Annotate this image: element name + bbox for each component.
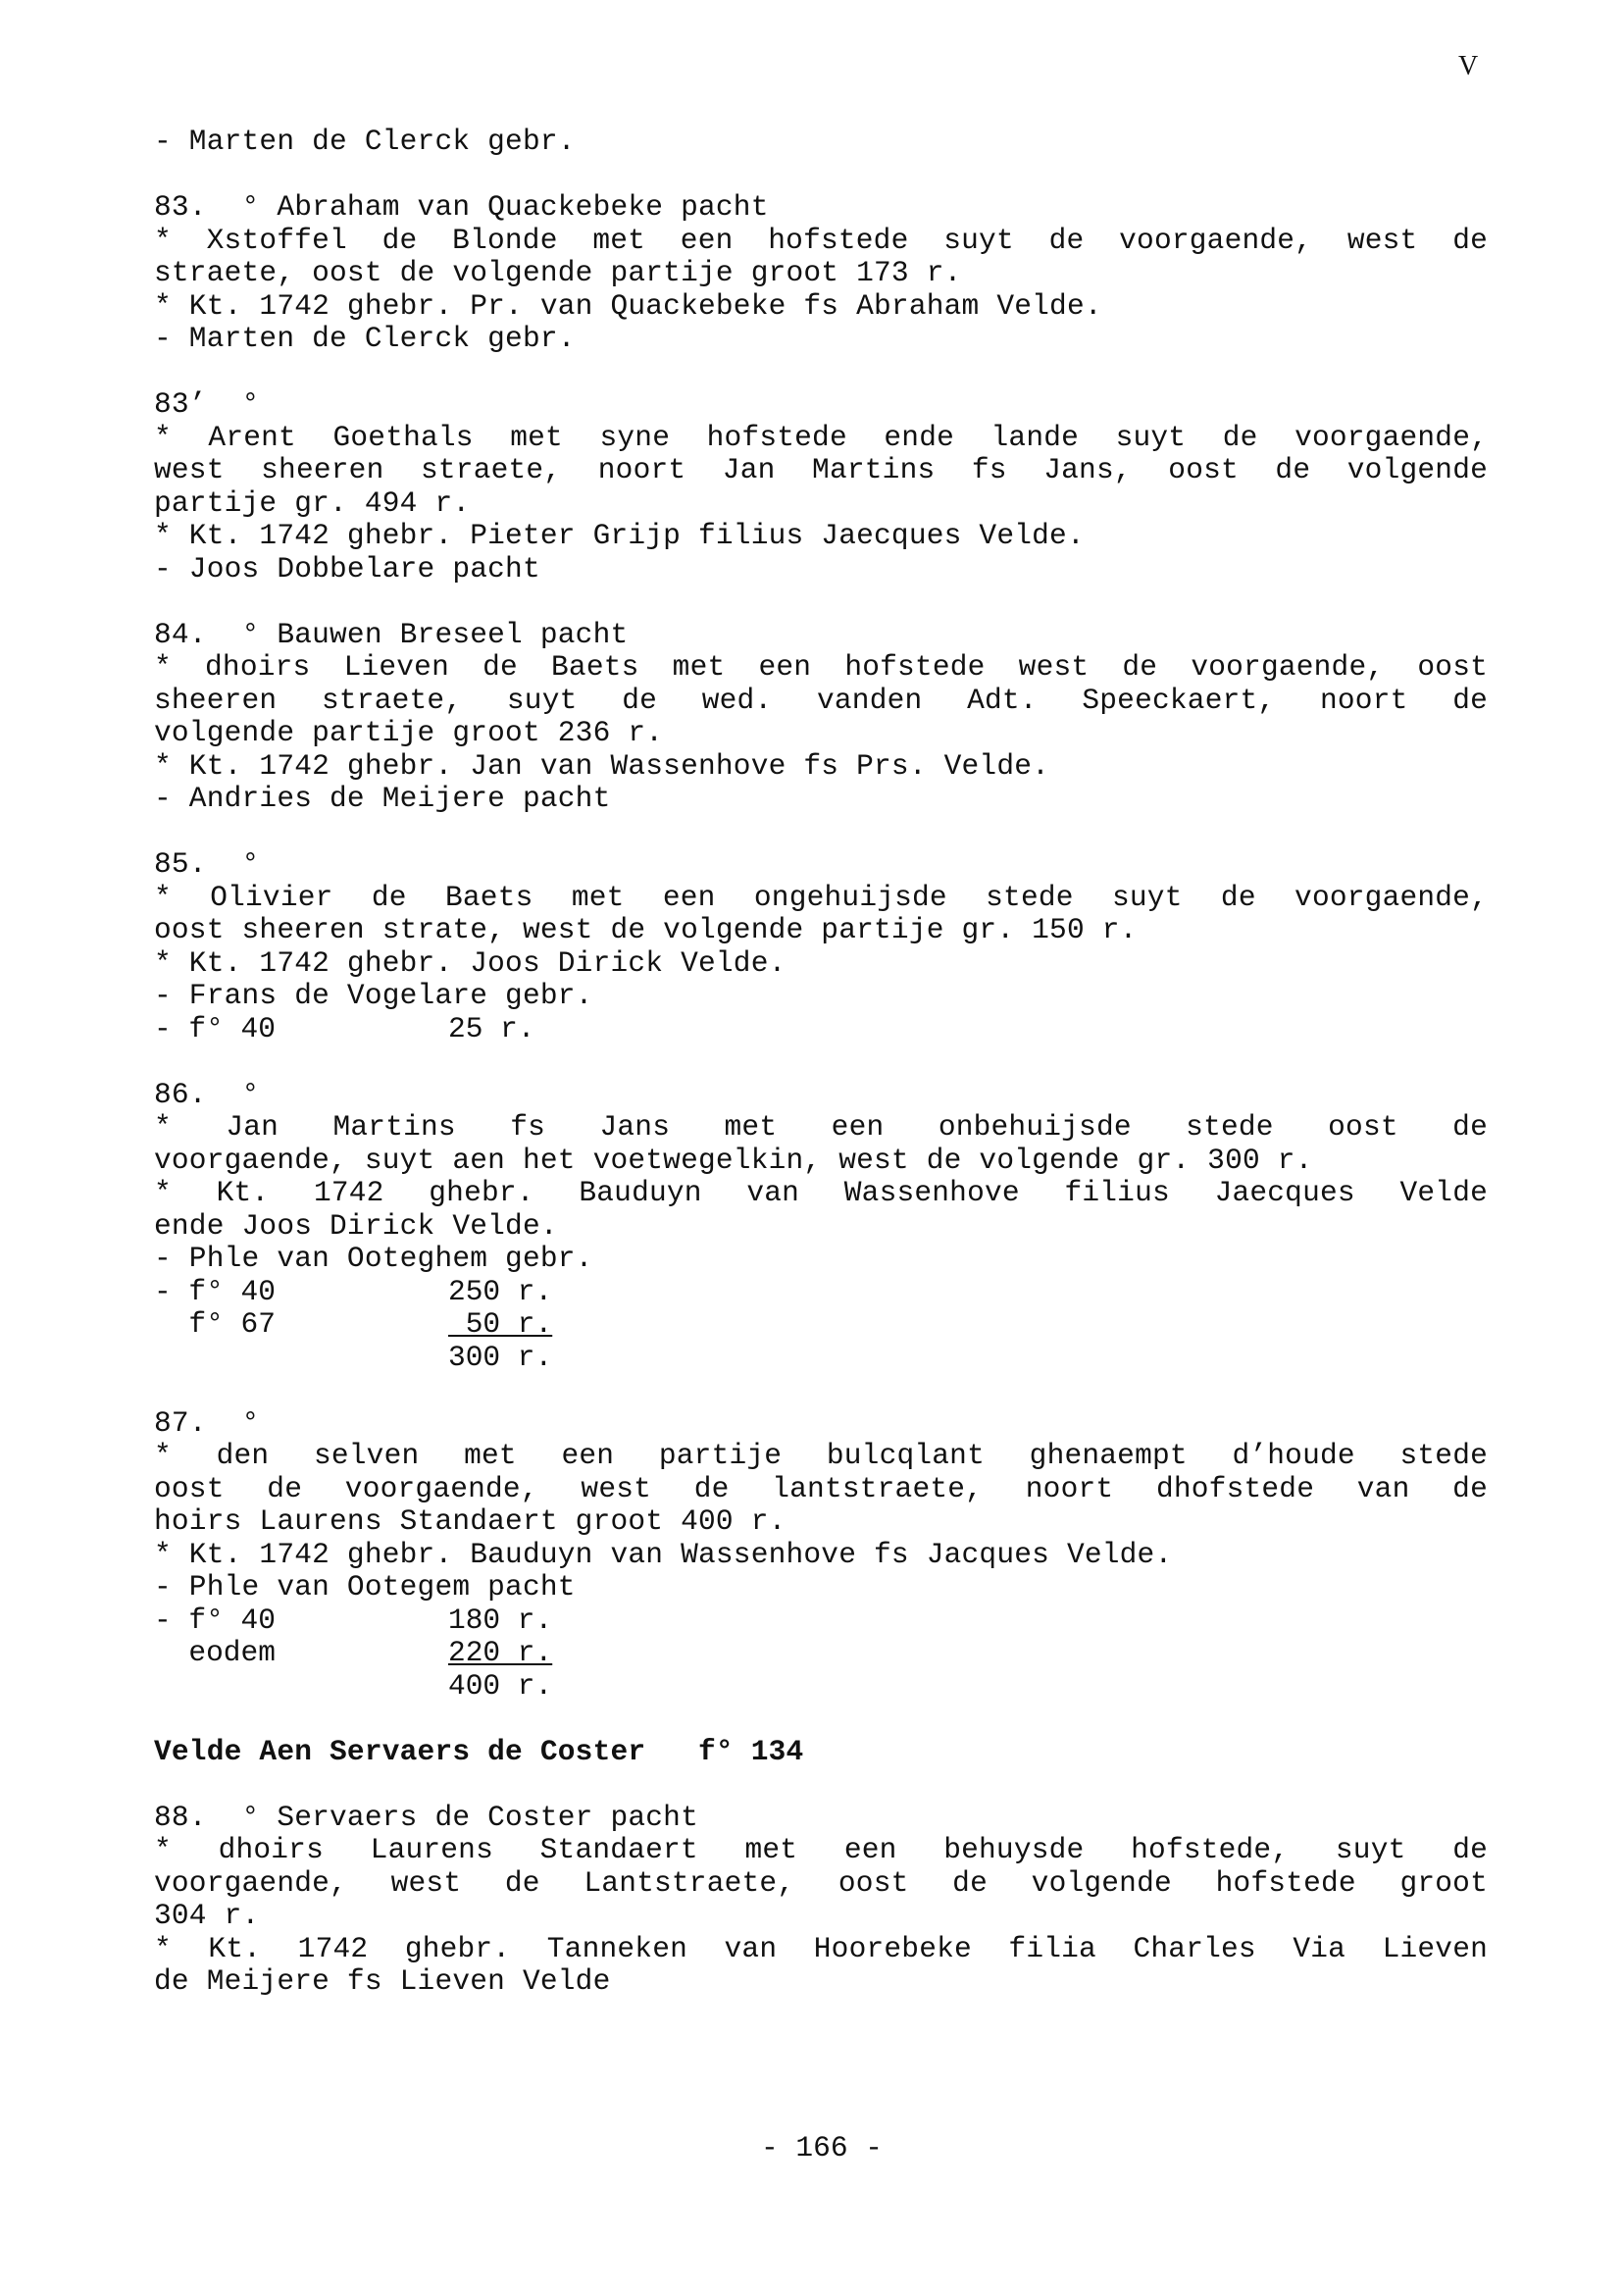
text-line: partije gr. 494 r. <box>154 485 471 520</box>
blank-line <box>154 1374 1488 1407</box>
text-line: * Kt. 1742 ghebr. Bauduyn van Wassenhove filius Jaecques Velde <box>154 1176 1488 1209</box>
text-line: 86. ° <box>154 1077 260 1111</box>
text-line: * Kt. 1742 ghebr. Pr. van Quackebeke fs Abraham Velde. <box>154 288 1102 323</box>
text-line: oost de voorgaende, west de lantstraete, noort dhofstede van de <box>154 1471 1488 1505</box>
amount-row <box>154 1637 1488 1670</box>
text-line: * Kt. 1742 ghebr. Bauduyn van Wassenhove fs Jacques Velde. <box>154 1537 1173 1571</box>
amount-label: f° 67 <box>154 1307 276 1341</box>
amount-value: 300 r. <box>448 1340 553 1374</box>
text-line: voorgaende, west de Lantstraete, oost de volgende hofstede groot <box>154 1865 1488 1900</box>
blank-line <box>154 816 1488 849</box>
text-line: * Arent Goethals met syne hofstede ende lande suyt de voorgaende, <box>154 420 1488 454</box>
amount-row <box>154 1013 1488 1046</box>
amount-row <box>154 1308 1488 1342</box>
text-line: - Phle van Ooteghem gebr. <box>154 1242 593 1275</box>
text-line: straete, oost de volgende partije groot 173 r. <box>154 256 962 289</box>
text-line: - Andries de Meijere pacht <box>154 782 611 815</box>
amount-row <box>154 1604 1488 1638</box>
text-line: - Joos Dobbelare pacht <box>154 551 540 585</box>
amount-label <box>154 1670 448 1704</box>
amount-value: 220 r. <box>448 1636 553 1669</box>
amount-value: 180 r. <box>448 1603 553 1637</box>
amount-label: - f° 40 <box>154 1603 276 1637</box>
text-line: 83’ ° <box>154 387 260 421</box>
blank-line <box>154 356 1488 389</box>
amount-row <box>154 1342 1488 1375</box>
section-heading: Velde Aen Servaers de Coster f° 134 <box>154 1734 804 1768</box>
text-line: * dhoirs Lieven de Baets met een hofstede west de voorgaende, oost <box>154 650 1488 684</box>
text-line: - Marten de Clerck gebr. <box>154 322 576 355</box>
text-line: oost sheeren strate, west de volgende partije gr. 150 r. <box>154 913 1138 946</box>
amount-label: - f° 40 <box>154 1011 276 1045</box>
text-line: volgende partije groot 236 r. <box>154 716 664 749</box>
text-line: voorgaende, suyt aen het voetwegelkin, west de volgende gr. 300 r. <box>154 1143 1313 1177</box>
text-line: 304 r. <box>154 1899 260 1932</box>
text-line: - Phle van Ootegem pacht <box>154 1570 576 1604</box>
text-line: - Frans de Vogelare gebr. <box>154 979 593 1012</box>
blank-line <box>154 159 1488 192</box>
amount-label <box>154 1342 448 1375</box>
text-line: * Kt. 1742 ghebr. Pieter Grijp filius Jaecques Velde. <box>154 519 1085 552</box>
amount-value: 25 r. <box>448 1011 535 1045</box>
amount-value: 250 r. <box>448 1274 553 1308</box>
text-line: * Kt. 1742 ghebr. Joos Dirick Velde. <box>154 945 787 980</box>
text-line: * den selven met een partije bulcqlant ghenaempt d’houde stede <box>154 1439 1488 1472</box>
blank-line <box>154 1045 1488 1079</box>
text-line: * Kt. 1742 ghebr. Tanneken van Hoorebeke filia Charles Via Lieven <box>154 1931 1488 1965</box>
amount-value: 400 r. <box>448 1668 553 1703</box>
text-line: 85. ° <box>154 847 260 881</box>
text-line: * Kt. 1742 ghebr. Jan van Wassenhove fs Prs. Velde. <box>154 748 1050 783</box>
text-line: * Xstoffel de Blonde met een hofstede suyt de voorgaende, west de <box>154 223 1488 257</box>
text-line: 84. ° Bauwen Breseel pacht <box>154 617 629 651</box>
amount-label: - f° 40 <box>154 1274 276 1308</box>
text-line: west sheeren straete, noort Jan Martins fs Jans, oost de volgende <box>154 453 1488 486</box>
text-line: ende Joos Dirick Velde. <box>154 1208 558 1243</box>
text-line: 87. ° <box>154 1405 260 1440</box>
text-line: hoirs Laurens Standaert groot 400 r. <box>154 1504 787 1538</box>
amount-row <box>154 1670 1488 1704</box>
page-number: - 166 - <box>761 2131 883 2164</box>
amount-row <box>154 1276 1488 1309</box>
text-line: * Olivier de Baets met een ongehuijsde stede suyt de voorgaende, <box>154 880 1488 914</box>
text-line: sheeren straete, suyt de wed. vanden Adt. Speeckaert, noort de <box>154 683 1488 717</box>
text-line: * Jan Martins fs Jans met een onbehuijsde stede oost de <box>154 1110 1488 1144</box>
text-line: 83. ° Abraham van Quackebeke pacht <box>154 190 769 224</box>
amount-value: 50 r. <box>448 1307 553 1341</box>
page-section-marker: V <box>1458 51 1479 81</box>
text-line: 88. ° Servaers de Coster pacht <box>154 1800 698 1834</box>
blank-line <box>154 585 1488 619</box>
blank-line <box>154 1703 1488 1736</box>
blank-line <box>154 1768 1488 1802</box>
document-body <box>154 126 1488 1999</box>
amount-label: eodem <box>154 1636 276 1669</box>
text-line: - Marten de Clerck gebr. <box>154 125 576 158</box>
text-line: de Meijere fs Lieven Velde <box>154 1964 611 1998</box>
text-line: * dhoirs Laurens Standaert met een behuysde hofstede, suyt de <box>154 1833 1488 1866</box>
